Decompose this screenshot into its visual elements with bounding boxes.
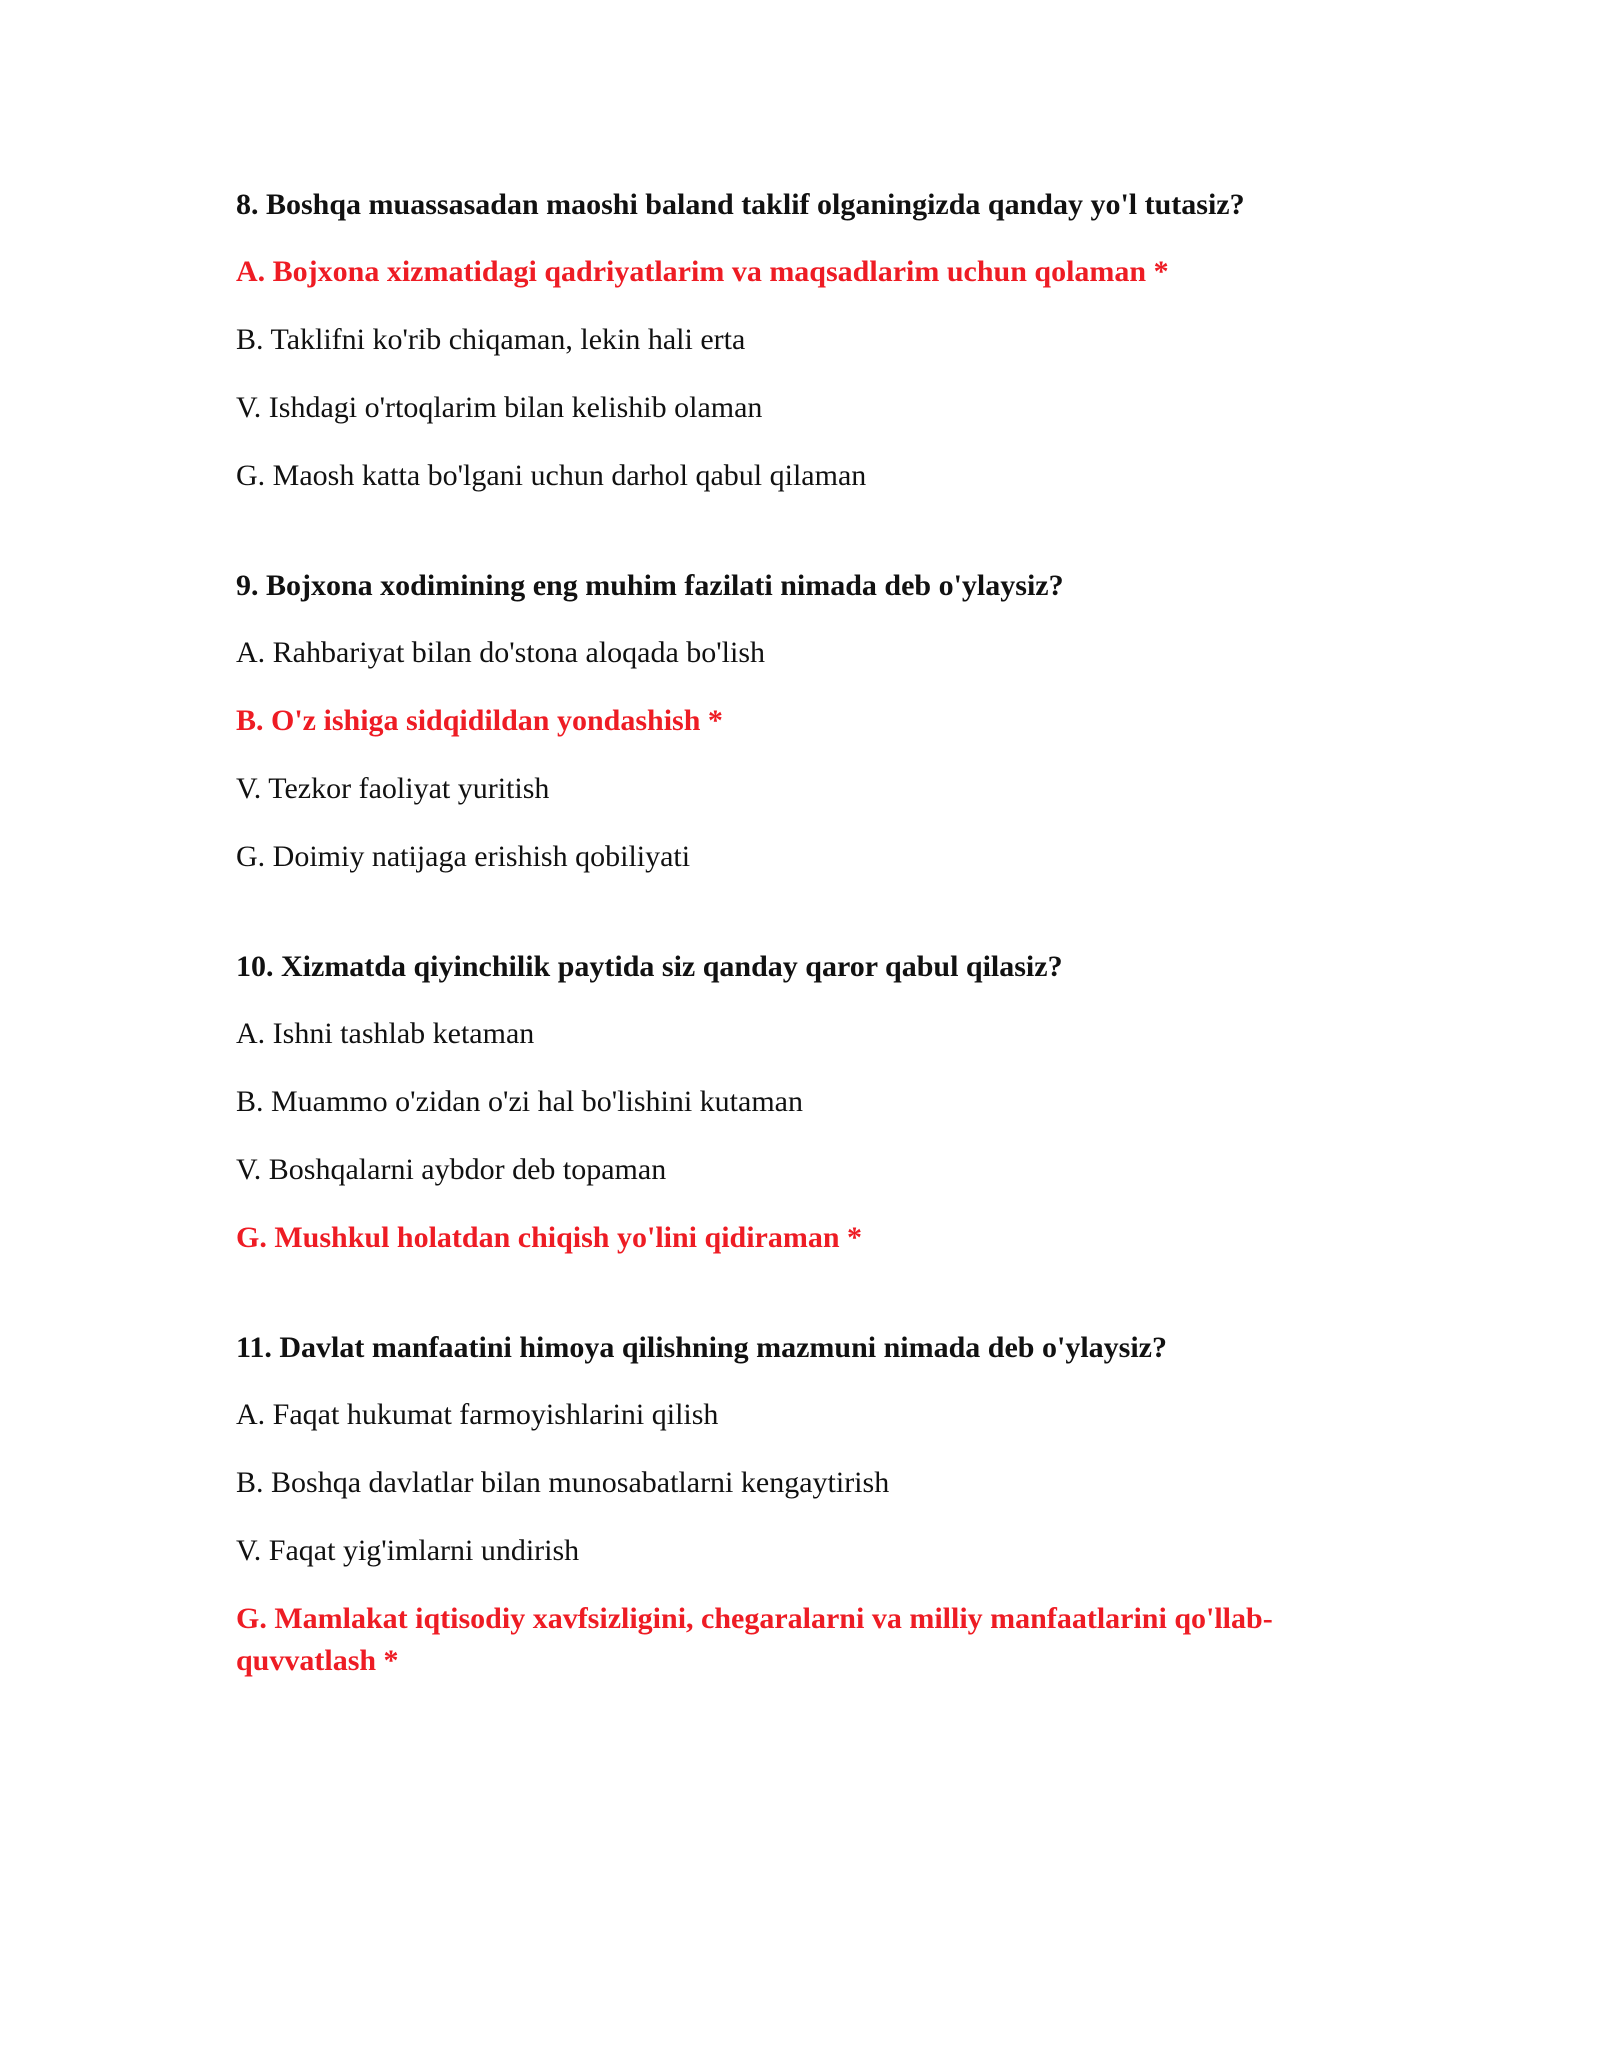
option-g: G. Doimiy natijaga erishish qobiliyati — [236, 840, 691, 873]
option-a: A. Faqat hukumat farmoyishlarini qilish — [236, 1398, 719, 1431]
option-b: B. Taklifni ko'rib chiqaman, lekin hali erta — [236, 323, 746, 356]
option-a: A. Ishni tashlab ketaman — [236, 1017, 535, 1050]
option-a: A. Rahbariyat bilan do'stona aloqada bo'lish — [236, 636, 766, 669]
option-b: B. Muammo o'zidan o'zi hal bo'lishini kutaman — [236, 1085, 803, 1118]
question-8 — [236, 184, 1366, 497]
question-9 — [236, 565, 1366, 878]
question-title: 9. Bojxona xodimining eng muhim fazilati nimada deb o'ylaysiz? — [236, 569, 1064, 602]
question-10 — [236, 946, 1366, 1259]
option-v: V. Boshqalarni aybdor deb topaman — [236, 1153, 667, 1186]
option-b: B. Boshqa davlatlar bilan munosabatlarni kengaytirish — [236, 1466, 890, 1499]
option-v: V. Faqat yig'imlarni undirish — [236, 1534, 580, 1567]
question-title: 11. Davlat manfaatini himoya qilishning mazmuni nimada deb o'ylaysiz? — [236, 1331, 1167, 1364]
option-a-correct: A. Bojxona xizmatidagi qadriyatlarim va maqsadlarim uchun qolaman * — [236, 255, 1169, 288]
option-v: V. Ishdagi o'rtoqlarim bilan kelishib olaman — [236, 391, 763, 424]
option-g-correct: G. Mushkul holatdan chiqish yo'lini qidiraman * — [236, 1221, 863, 1254]
question-11 — [236, 1327, 1366, 1682]
question-title: 8. Boshqa muassasadan maoshi baland taklif olganingizda qanday yo'l tutasiz? — [236, 188, 1245, 221]
document-page — [236, 184, 1366, 1750]
option-g: G. Maosh katta bo'lgani uchun darhol qabul qilaman — [236, 459, 867, 492]
question-title: 10. Xizmatda qiyinchilik paytida siz qanday qaror qabul qilasiz? — [236, 950, 1063, 983]
option-g-correct: G. Mamlakat iqtisodiy xavfsizligini, chegaralarni va milliy manfaatlarini qo'llab-quvvatlash * — [236, 1602, 1273, 1677]
option-v: V. Tezkor faoliyat yuritish — [236, 772, 550, 805]
option-b-correct: B. O'z ishiga sidqidildan yondashish * — [236, 704, 723, 737]
